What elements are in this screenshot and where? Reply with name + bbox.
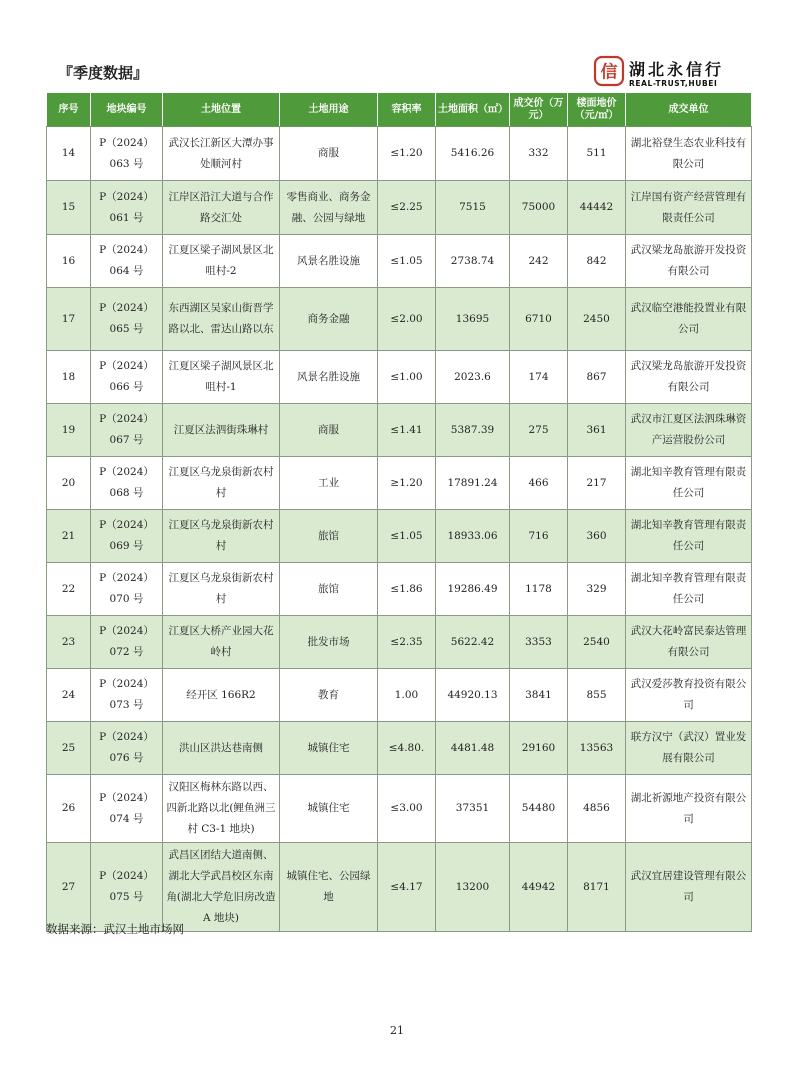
cell-location: 江夏区乌龙泉街新农村村 bbox=[163, 563, 280, 616]
cell-far: ≤1.41 bbox=[378, 404, 436, 457]
header-area: 土地面积（㎡） bbox=[436, 93, 510, 127]
cell-far: ≤1.00 bbox=[378, 351, 436, 404]
header-location: 土地位置 bbox=[163, 93, 280, 127]
header-far: 容积率 bbox=[378, 93, 436, 127]
cell-use: 旅馆 bbox=[280, 563, 378, 616]
cell-buyer: 武汉市江夏区法泗珠琳资产运营股份公司 bbox=[626, 404, 752, 457]
cell-price: 44942 bbox=[510, 843, 568, 932]
cell-code: P（2024）070 号 bbox=[91, 563, 163, 616]
cell-use: 旅馆 bbox=[280, 510, 378, 563]
land-transactions-table bbox=[46, 92, 752, 932]
cell-price: 54480 bbox=[510, 775, 568, 843]
cell-floor-price: 867 bbox=[568, 351, 626, 404]
table-row bbox=[47, 510, 752, 563]
cell-buyer: 江岸国有资产经营管理有限责任公司 bbox=[626, 181, 752, 235]
cell-area: 5416.26 bbox=[436, 127, 510, 181]
cell-use: 商务金融 bbox=[280, 288, 378, 351]
table-row bbox=[47, 235, 752, 288]
cell-buyer: 湖北裕登生态农业科技有限公司 bbox=[626, 127, 752, 181]
cell-no: 25 bbox=[47, 722, 91, 775]
cell-code: P（2024）069 号 bbox=[91, 510, 163, 563]
cell-far: ≤3.00 bbox=[378, 775, 436, 843]
cell-price: 716 bbox=[510, 510, 568, 563]
cell-use: 风景名胜设施 bbox=[280, 235, 378, 288]
cell-price: 466 bbox=[510, 457, 568, 510]
cell-price: 332 bbox=[510, 127, 568, 181]
cell-buyer: 武汉梁龙岛旅游开发投资有限公司 bbox=[626, 351, 752, 404]
cell-location: 江夏区梁子湖风景区北咀村-2 bbox=[163, 235, 280, 288]
table-row bbox=[47, 722, 752, 775]
cell-price: 242 bbox=[510, 235, 568, 288]
cell-code: P（2024）074 号 bbox=[91, 775, 163, 843]
cell-area: 2738.74 bbox=[436, 235, 510, 288]
cell-code: P（2024）063 号 bbox=[91, 127, 163, 181]
cell-location: 江夏区乌龙泉街新农村村 bbox=[163, 510, 280, 563]
cell-code: P（2024）061 号 bbox=[91, 181, 163, 235]
cell-location: 江夏区法泗街珠琳村 bbox=[163, 404, 280, 457]
cell-no: 18 bbox=[47, 351, 91, 404]
cell-area: 18933.06 bbox=[436, 510, 510, 563]
cell-location: 经开区 166R2 bbox=[163, 669, 280, 722]
cell-code: P（2024）073 号 bbox=[91, 669, 163, 722]
cell-location: 洪山区洪达巷南侧 bbox=[163, 722, 280, 775]
cell-use: 城镇住宅 bbox=[280, 775, 378, 843]
cell-area: 13695 bbox=[436, 288, 510, 351]
cell-price: 6710 bbox=[510, 288, 568, 351]
cell-floor-price: 217 bbox=[568, 457, 626, 510]
cell-code: P（2024）065 号 bbox=[91, 288, 163, 351]
cell-location: 江夏区梁子湖风景区北咀村-1 bbox=[163, 351, 280, 404]
svg-text:信: 信 bbox=[600, 62, 618, 83]
table-row bbox=[47, 616, 752, 669]
cell-no: 16 bbox=[47, 235, 91, 288]
cell-use: 风景名胜设施 bbox=[280, 351, 378, 404]
cell-buyer: 武汉梁龙岛旅游开发投资有限公司 bbox=[626, 235, 752, 288]
cell-area: 44920.13 bbox=[436, 669, 510, 722]
cell-location: 江夏区乌龙泉街新农村村 bbox=[163, 457, 280, 510]
cell-buyer: 武汉宜居建设管理有限公司 bbox=[626, 843, 752, 932]
cell-floor-price: 361 bbox=[568, 404, 626, 457]
cell-floor-price: 2540 bbox=[568, 616, 626, 669]
cell-no: 17 bbox=[47, 288, 91, 351]
cell-far: ≤1.05 bbox=[378, 235, 436, 288]
cell-buyer: 湖北祈源地产投资有限公司 bbox=[626, 775, 752, 843]
cell-no: 14 bbox=[47, 127, 91, 181]
cell-floor-price: 8171 bbox=[568, 843, 626, 932]
cell-far: ≤4.17 bbox=[378, 843, 436, 932]
section-title: 『季度数据』 bbox=[58, 64, 149, 82]
cell-area: 17891.24 bbox=[436, 457, 510, 510]
table-row bbox=[47, 775, 752, 843]
header-price: 成交价（万元） bbox=[510, 93, 568, 127]
cell-code: P（2024）068 号 bbox=[91, 457, 163, 510]
cell-area: 37351 bbox=[436, 775, 510, 843]
cell-no: 23 bbox=[47, 616, 91, 669]
cell-floor-price: 2450 bbox=[568, 288, 626, 351]
header-no: 序号 bbox=[47, 93, 91, 127]
cell-no: 21 bbox=[47, 510, 91, 563]
cell-no: 20 bbox=[47, 457, 91, 510]
table-row bbox=[47, 404, 752, 457]
cell-area: 19286.49 bbox=[436, 563, 510, 616]
cell-buyer: 武汉爱莎教育投资有限公司 bbox=[626, 669, 752, 722]
cell-no: 26 bbox=[47, 775, 91, 843]
cell-far: ≤4.80. bbox=[378, 722, 436, 775]
table-row bbox=[47, 843, 752, 932]
cell-price: 75000 bbox=[510, 181, 568, 235]
cell-buyer: 武汉大花岭富民泰达管理有限公司 bbox=[626, 616, 752, 669]
cell-code: P（2024）076 号 bbox=[91, 722, 163, 775]
cell-use: 城镇住宅 bbox=[280, 722, 378, 775]
cell-buyer: 湖北知辛教育管理有限责任公司 bbox=[626, 510, 752, 563]
header-floor-price: 楼面地价（元/㎡） bbox=[568, 93, 626, 127]
cell-area: 13200 bbox=[436, 843, 510, 932]
cell-far: ≤1.05 bbox=[378, 510, 436, 563]
cell-no: 27 bbox=[47, 843, 91, 932]
table-row bbox=[47, 181, 752, 235]
cell-floor-price: 855 bbox=[568, 669, 626, 722]
cell-location: 汉阳区梅林东路以西、四新北路以北(鲤鱼洲三村 C3-1 地块) bbox=[163, 775, 280, 843]
cell-area: 5387.39 bbox=[436, 404, 510, 457]
cell-location: 武汉长江新区大潭办事处顺河村 bbox=[163, 127, 280, 181]
table-row bbox=[47, 127, 752, 181]
cell-far: ≤1.20 bbox=[378, 127, 436, 181]
logo-name-cn: 湖北永信行 bbox=[629, 60, 725, 79]
cell-floor-price: 511 bbox=[568, 127, 626, 181]
cell-price: 275 bbox=[510, 404, 568, 457]
cell-location: 江夏区大桥产业园大花岭村 bbox=[163, 616, 280, 669]
cell-far: ≤2.35 bbox=[378, 616, 436, 669]
cell-code: P（2024）066 号 bbox=[91, 351, 163, 404]
cell-price: 174 bbox=[510, 351, 568, 404]
cell-price: 3353 bbox=[510, 616, 568, 669]
table-row bbox=[47, 563, 752, 616]
logo-name-en: REAL-TRUST,HUBEI bbox=[629, 79, 718, 88]
table-row bbox=[47, 457, 752, 510]
table-row bbox=[47, 351, 752, 404]
cell-location: 江岸区沿江大道与合作路交汇处 bbox=[163, 181, 280, 235]
cell-no: 24 bbox=[47, 669, 91, 722]
cell-price: 29160 bbox=[510, 722, 568, 775]
table-row bbox=[47, 669, 752, 722]
data-source-note: 数据来源：武汉土地市场网 bbox=[46, 922, 184, 936]
cell-area: 2023.6 bbox=[436, 351, 510, 404]
page-number: 21 bbox=[390, 1024, 404, 1037]
table-header-row bbox=[47, 93, 752, 127]
cell-use: 工业 bbox=[280, 457, 378, 510]
cell-use: 商服 bbox=[280, 404, 378, 457]
cell-use: 城镇住宅、公园绿地 bbox=[280, 843, 378, 932]
cell-no: 19 bbox=[47, 404, 91, 457]
cell-buyer: 湖北知辛教育管理有限责任公司 bbox=[626, 563, 752, 616]
cell-no: 22 bbox=[47, 563, 91, 616]
cell-floor-price: 360 bbox=[568, 510, 626, 563]
cell-far: ≥1.20 bbox=[378, 457, 436, 510]
cell-far: ≤2.00 bbox=[378, 288, 436, 351]
cell-location: 武昌区团结大道南侧、湖北大学武昌校区东南角(湖北大学危旧房改造 A 地块) bbox=[163, 843, 280, 932]
cell-price: 3841 bbox=[510, 669, 568, 722]
cell-code: P（2024）067 号 bbox=[91, 404, 163, 457]
cell-code: P（2024）075 号 bbox=[91, 843, 163, 932]
cell-area: 4481.48 bbox=[436, 722, 510, 775]
company-logo bbox=[593, 55, 743, 93]
cell-floor-price: 44442 bbox=[568, 181, 626, 235]
cell-buyer: 武汉临空港能投置业有限公司 bbox=[626, 288, 752, 351]
cell-price: 1178 bbox=[510, 563, 568, 616]
cell-far: ≤1.86 bbox=[378, 563, 436, 616]
cell-far: ≤2.25 bbox=[378, 181, 436, 235]
logo-mark-icon bbox=[593, 55, 625, 87]
cell-area: 7515 bbox=[436, 181, 510, 235]
cell-floor-price: 13563 bbox=[568, 722, 626, 775]
cell-floor-price: 842 bbox=[568, 235, 626, 288]
cell-floor-price: 4856 bbox=[568, 775, 626, 843]
header-buyer: 成交单位 bbox=[626, 93, 752, 127]
cell-use: 批发市场 bbox=[280, 616, 378, 669]
cell-area: 5622.42 bbox=[436, 616, 510, 669]
cell-buyer: 联方汉宁（武汉）置业发展有限公司 bbox=[626, 722, 752, 775]
header-code: 地块编号 bbox=[91, 93, 163, 127]
cell-use: 零售商业、商务金融、公园与绿地 bbox=[280, 181, 378, 235]
cell-code: P（2024）064 号 bbox=[91, 235, 163, 288]
header-use: 土地用途 bbox=[280, 93, 378, 127]
cell-use: 教育 bbox=[280, 669, 378, 722]
cell-location: 东西湖区吴家山街晋学路以北、雷达山路以东 bbox=[163, 288, 280, 351]
cell-floor-price: 329 bbox=[568, 563, 626, 616]
table-row bbox=[47, 288, 752, 351]
cell-use: 商服 bbox=[280, 127, 378, 181]
cell-far: 1.00 bbox=[378, 669, 436, 722]
cell-code: P（2024）072 号 bbox=[91, 616, 163, 669]
cell-buyer: 湖北知辛教育管理有限责任公司 bbox=[626, 457, 752, 510]
cell-no: 15 bbox=[47, 181, 91, 235]
